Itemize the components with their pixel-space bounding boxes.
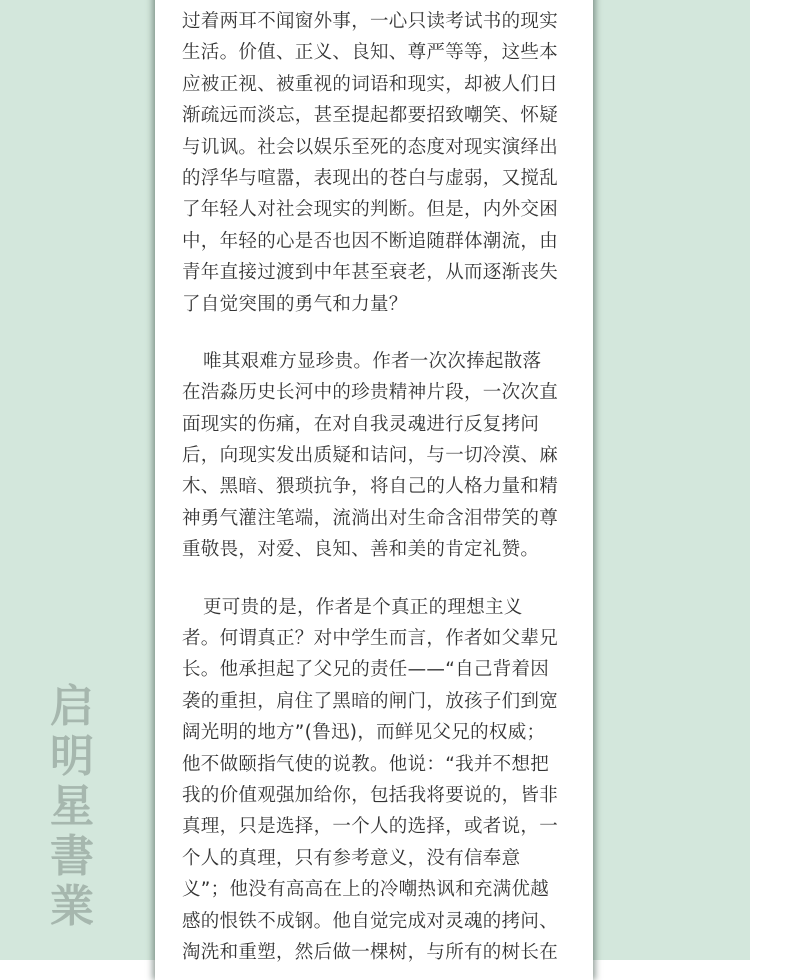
text-line: 渐疏远而淡忘，甚至提起都要招致嘲笑、怀疑 [182,105,559,127]
text-line: 面现实的伤痛，在对自我灵魂进行反复拷问 [182,413,540,435]
text-line: 淘洗和重塑，然后做一棵树，与所有的树长在 [182,941,559,963]
text-line: 青年直接过渡到中年甚至衰老，从而逐渐丧失 [182,262,559,284]
text-line-content: 更可贵的是，作者是个真正的理想主义 [203,596,523,618]
text-line: 感的恨铁不成钢。他自觉完成对灵魂的拷问、 [182,910,559,932]
paragraph [182,346,572,566]
watermark-char: 明 [50,731,94,782]
paragraph [182,6,572,320]
text-line: 义”；他没有高高在上的冷嘲热讽和充满优越 [182,879,550,901]
book-page [155,0,593,980]
text-line: 与讥讽。社会以娱乐至死的态度对现实演绎出 [182,136,559,158]
text-line: 神勇气灌注笔端，流淌出对生命含泪带笑的尊 [182,507,559,529]
text-line: 的浮华与喧嚣，表现出的苍白与虚弱，又搅乱 [182,167,559,189]
text-line: 在浩淼历史长河中的珍贵精神片段，一次次直 [182,382,559,404]
text-line: 过着两耳不闻窗外事，一心只读考试书的现实 [182,11,559,32]
text-line: 真理，只是选择，一个人的选择，或者说，一 [182,816,559,838]
text-line [182,346,572,377]
watermark-seal [44,682,100,932]
text-line-content: 唯其艰难方显珍贵。作者一次次捧起散落 [203,350,542,372]
text-line: 木、黑暗、猥琐抗争，将自己的人格力量和精 [182,476,559,498]
text-line: 阔光明的地方”(鲁迅)，而鲜见父兄的权威； [182,722,546,744]
watermark-char: 星 [50,781,94,832]
text-line: 我的价值观强加给你，包括我将要说的，皆非 [182,784,559,806]
text-line: 生活。价值、正义、良知、尊严等等，这些本 [182,42,559,64]
text-line: 了年轻人对社会现实的判断。但是，内外交困 [182,199,559,221]
watermark-char: 启 [50,681,94,732]
text-line: 中，年轻的心是否也因不断追随群体潮流，由 [182,230,559,252]
text-line: 重敬畏，对爱、良知、善和美的肯定礼赞。 [182,539,540,561]
text-line: 了自觉突围的勇气和力量？ [182,293,408,315]
text-line [182,592,572,623]
paragraph-gap [182,566,572,592]
paragraph-gap [182,320,572,346]
text-line: 袭的重担，肩住了黑暗的闸门，放孩子们到宽 [182,690,559,712]
watermark-char: 書 [50,831,94,882]
text-line: 者。何谓真正？对中学生而言，作者如父辈兄 [182,628,559,650]
page-text [182,6,572,968]
text-line: 应被正视、被重视的词语和现实，却被人们日 [182,73,559,95]
text-line: 个人的真理，只有参考意义，没有信奉意 [182,847,521,869]
text-line: 长。他承担起了父兄的责任——“自己背着因 [182,659,550,681]
text-line: 后，向现实发出质疑和诘问，与一切冷漠、麻 [182,445,559,467]
watermark-char: 業 [50,881,94,932]
paragraph [182,592,572,969]
text-line: 他不做颐指气使的说教。他说：“我并不想把 [182,753,550,775]
